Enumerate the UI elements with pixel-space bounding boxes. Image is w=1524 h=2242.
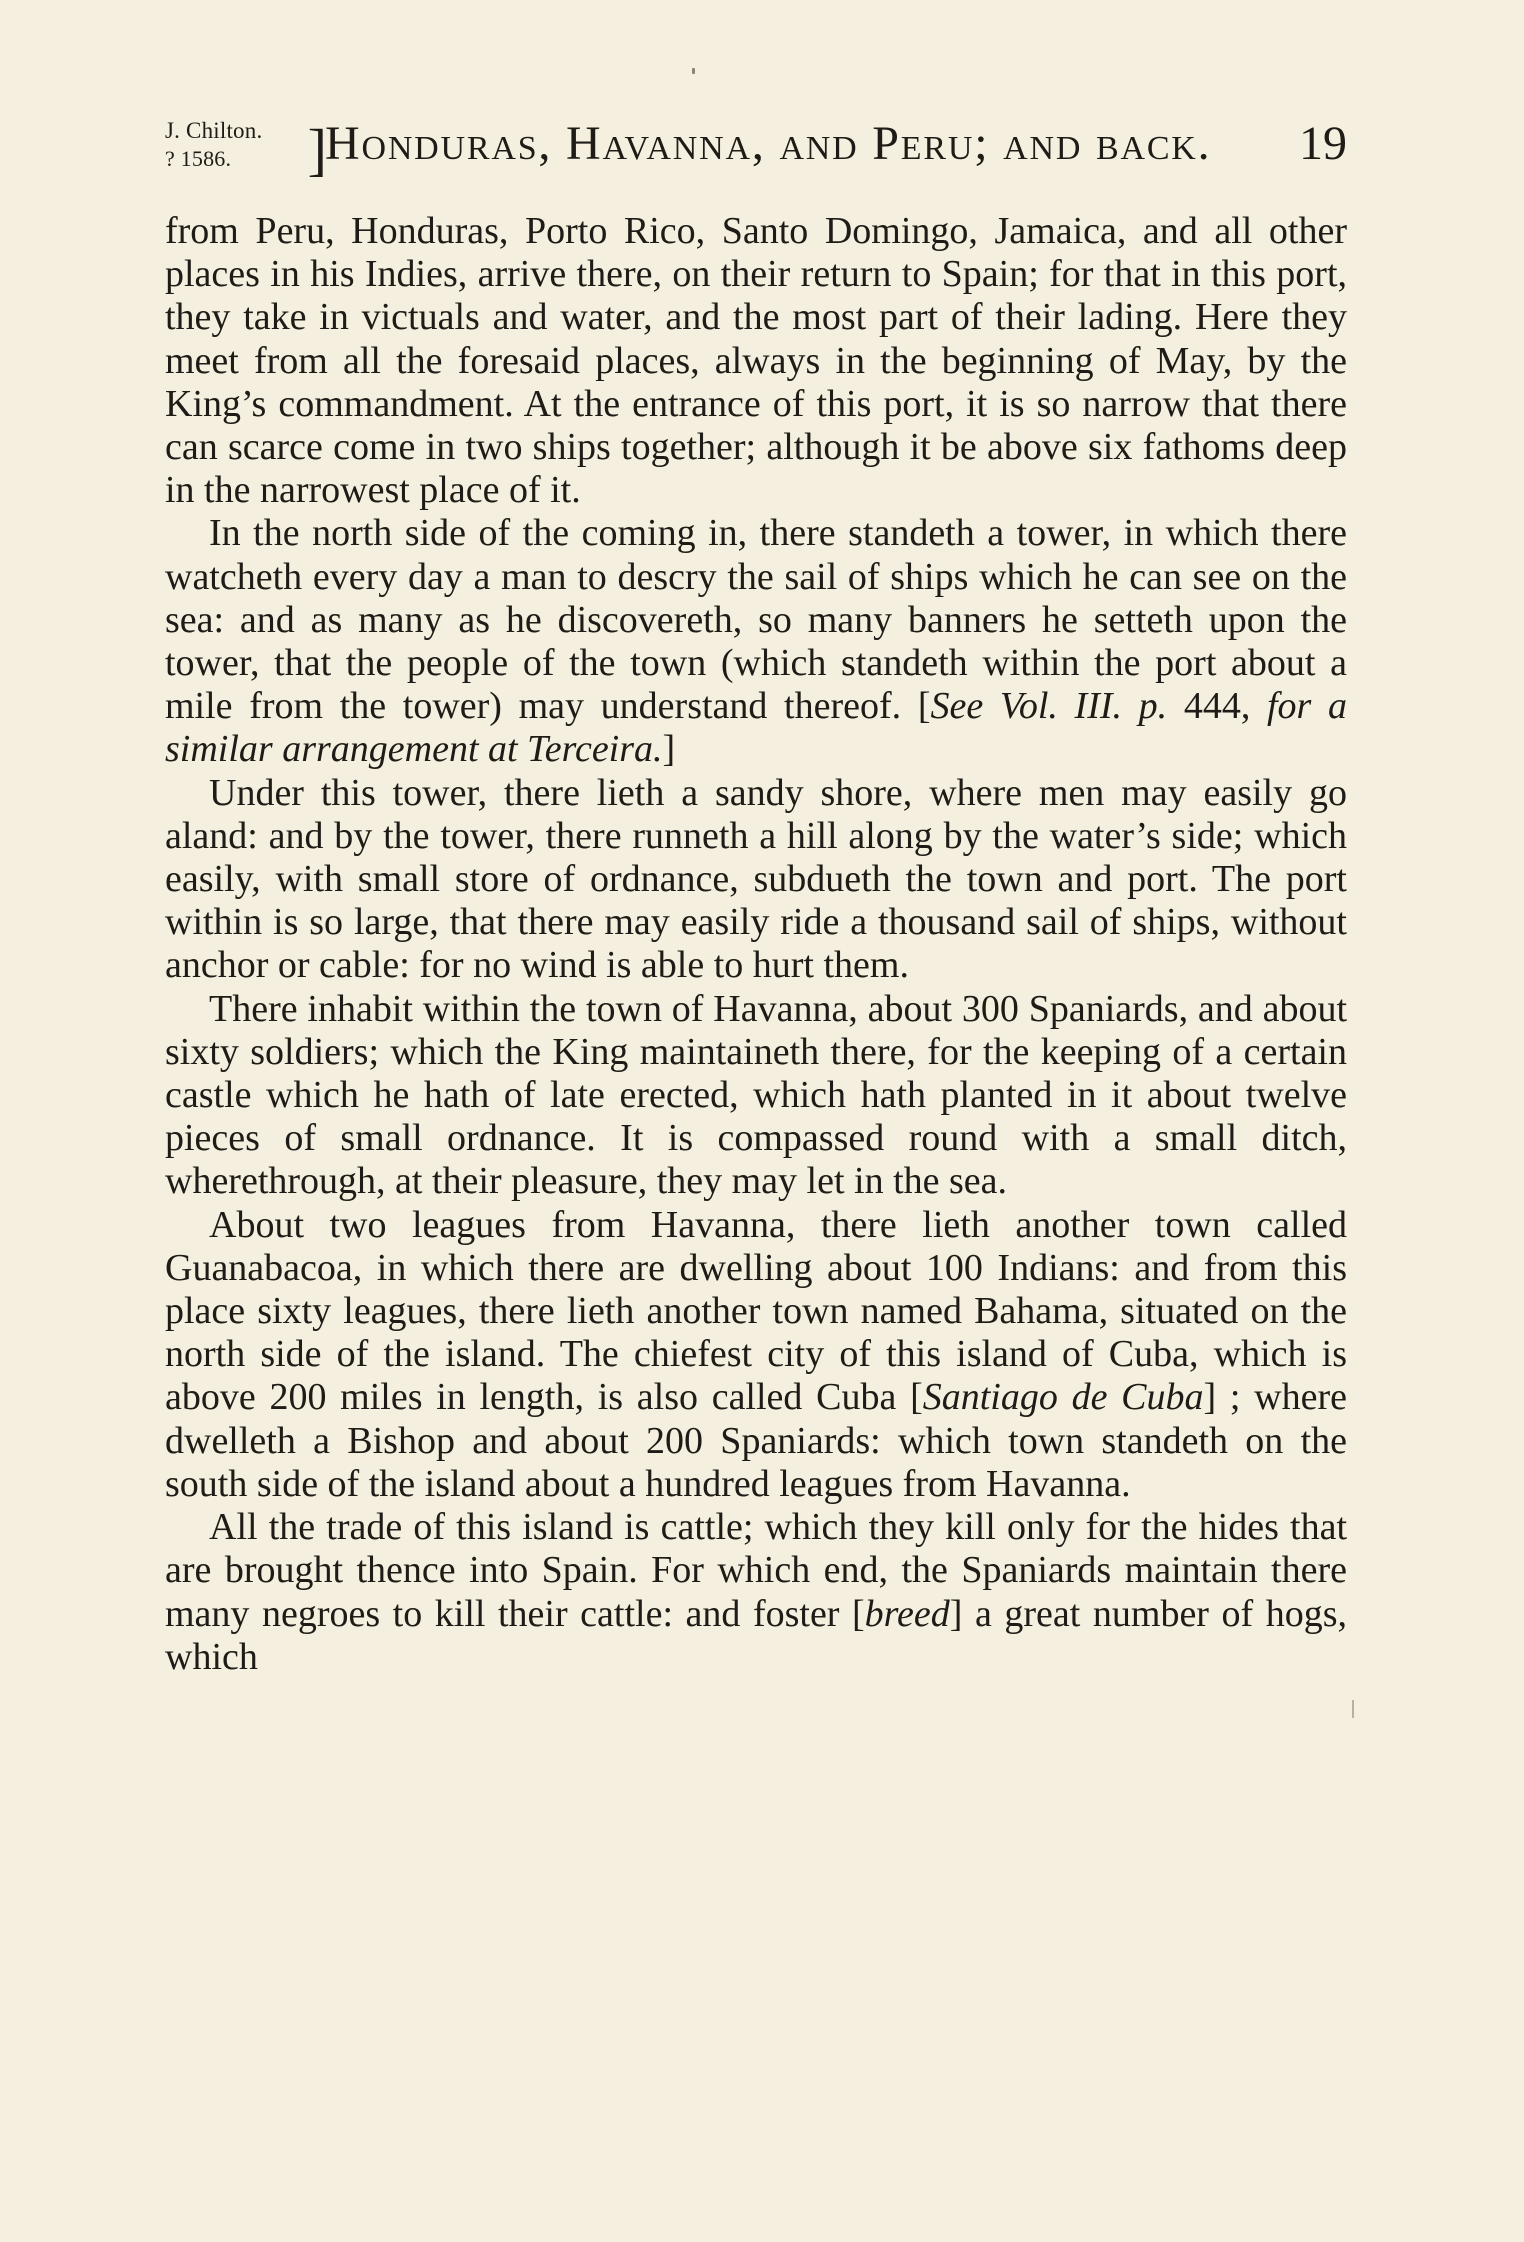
page-text — [165, 210, 1347, 1679]
running-bracket: ] — [307, 117, 327, 182]
paragraph-2-see: See Vol. III. p. — [930, 685, 1168, 728]
paragraph-2-text: In the north side of the coming in, there standeth a tower, in which there watcheth every day a man to descry the sail of ships which he can see on the sea: and as many as he discovereth, so many banners he setteth upon the tower, that the people of the town (which standeth within the port about a mile from the tower) may understand thereof. — [165, 512, 1347, 728]
running-year: ? 1586. — [165, 146, 232, 171]
paragraph-6-text-a: All the trade of this island is cattle; which they kill only for the hides that are brought thence into Spain. For which end, the Spaniards maintain there many negroes to kill their cattle: and foster — [165, 1506, 1347, 1635]
paragraph-5-bracket-open: [ — [910, 1376, 923, 1419]
running-meta — [165, 118, 327, 182]
running-author: J. Chilton. — [165, 118, 263, 143]
paragraph-4-text: There inhabit within the town of Havanna, about 300 Spaniards, and about sixty soldiers; which the King maintaineth there, for the keeping of a certain castle which he hath of late erected, which hath planted in it about twelve pieces of small ordnance. It is compassed round with a small ditch, wherethrough, at their pleasure, they may let in the sea. — [165, 987, 1347, 1203]
paragraph-2-page-ref: 444, — [1167, 685, 1267, 728]
paragraph-6-note: breed — [864, 1592, 950, 1635]
paragraph-6-text-b: a great number of hogs, which — [165, 1592, 1347, 1678]
page-number: 19 — [1299, 117, 1347, 170]
paragraph-2 — [165, 512, 1347, 771]
paragraph-5-text-a: About two leagues from Havanna, there lieth another town called Guanabacoa, in which there are dwelling about 100 Indians: and from this place sixty leagues, there lieth another town named Bahama, situated on the north side of the island. The chiefest city of this island of Cuba, which is above 200 miles in length, is also called Cuba — [165, 1203, 1347, 1419]
paragraph-2-bracket-close: ] — [662, 728, 676, 771]
running-title: Honduras, Havanna, and Peru; and back. — [325, 117, 1212, 170]
paragraph-5 — [165, 1204, 1347, 1506]
paragraph-2-bracket-open: [ — [917, 685, 931, 728]
margin-mark — [1352, 1700, 1354, 1718]
paragraph-5-bracket-close: ] — [1203, 1376, 1217, 1419]
paragraph-6-bracket-open: [ — [852, 1592, 865, 1635]
paragraph-1 — [165, 210, 1347, 512]
running-header — [165, 108, 1347, 188]
paragraph-6-bracket-close: ] — [949, 1592, 963, 1635]
paragraph-3 — [165, 772, 1347, 988]
paragraph-5-note: Santiago de Cuba — [922, 1376, 1204, 1419]
paragraph-4 — [165, 988, 1347, 1204]
paragraph-1-text: from Peru, Honduras, Porto Rico, Santo Domingo, Jamaica, and all other places in his Indies, arrive there, on their return to Spain; for that in this port, they take in victuals and water, and the most part of their lading. Here they meet from all the foresaid places, always in the beginning of May, by the King’s commandment. At the entrance of this port, it is so narrow that there can scarce come in two ships together; although it be above six fathoms deep in the narrowest place of it. — [165, 210, 1347, 512]
paragraph-3-text: Under this tower, there lieth a sandy shore, where men may easily go aland: and by the tower, there runneth a hill along by the water’s side; which easily, with small store of ordnance, subdueth the town and port. The port within is so large, that there may easily ride a thousand sail of ships, without anchor or cable: for no wind is able to hurt them. — [165, 771, 1347, 987]
printing-dot — [692, 68, 695, 74]
paragraph-6 — [165, 1506, 1347, 1679]
paragraph-5-text-b: ; where dwelleth a Bishop and about 200 Spaniards: which town standeth on the south side of the island about a hundred leagues from Havanna. — [165, 1376, 1348, 1505]
paragraph-2-note: for a similar arrangement at Terceira. — [165, 685, 1347, 771]
